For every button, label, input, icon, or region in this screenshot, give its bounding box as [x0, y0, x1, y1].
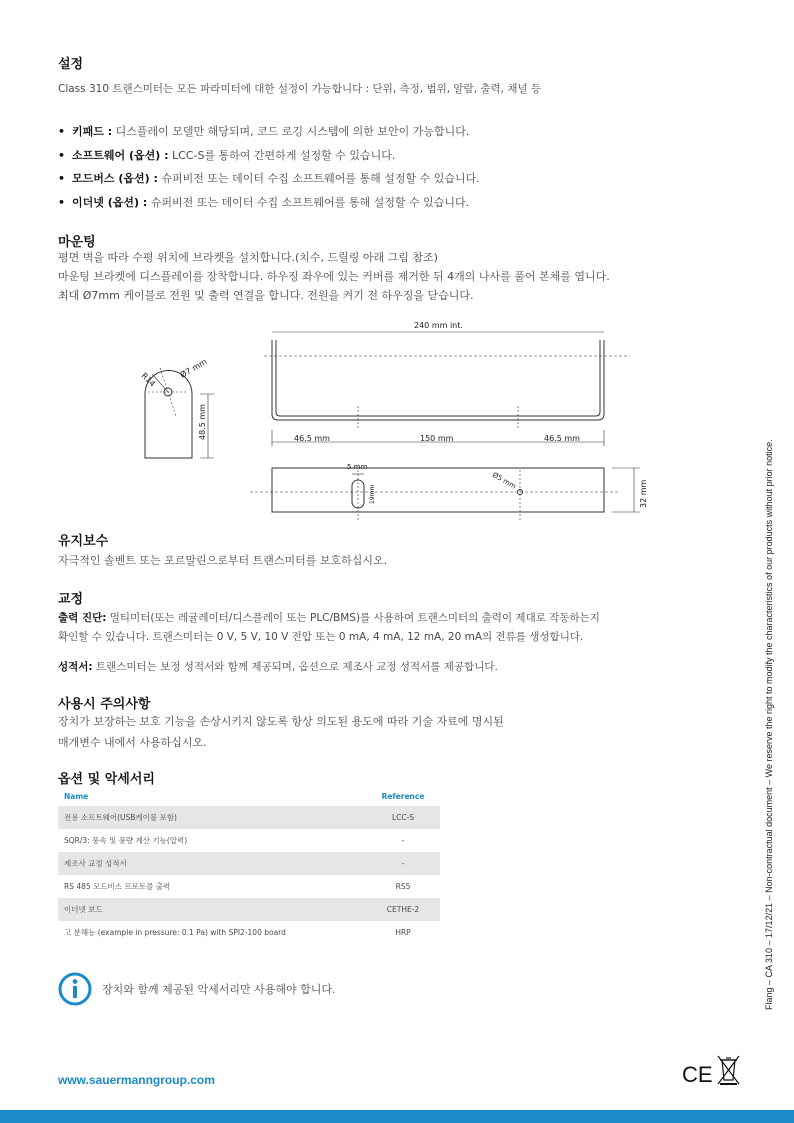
- side-legal-note: Flang – CA 310 – 17/12/21 – Non-contractual document – We reserve the right to modify the characteristics of our products without prior notice.: [764, 439, 774, 1010]
- bracket-plan-view: [272, 468, 604, 512]
- cert-key: 성적서:: [58, 661, 93, 673]
- ce-mark: CE: [682, 1062, 713, 1087]
- diag-key: 출력 진단:: [58, 612, 107, 624]
- diag-text: 멀티미터(또는 레귤레이터/디스플레이 또는 PLC/BMS)를 사용하여 트랜스미터의 출력이 제대로 작동하는지: [106, 612, 600, 624]
- mounting-line: 평면 벽을 따라 수평 위치에 브라켓을 설치합니다.(치수, 드릴링 아래 그림 참조): [58, 251, 438, 264]
- table-row: [58, 921, 440, 944]
- bullet-text: 슈퍼비전 또는 데이터 수집 소프트웨어를 통해 설정할 수 있습니다.: [147, 195, 470, 209]
- options-table: [58, 786, 440, 944]
- row-ref: LCC-S: [366, 806, 440, 829]
- calibration-certificate: [58, 658, 498, 677]
- row-ref: CETHE-2: [366, 898, 440, 921]
- calibration-diagnostic: [58, 609, 600, 628]
- dim-r14: R14: [139, 371, 158, 389]
- table-row: [58, 829, 440, 852]
- bullet-key: 모드버스 (옵션) :: [72, 172, 158, 185]
- precautions-heading: 사용시 주의사항: [58, 697, 151, 712]
- dim-w240: 240 mm int.: [414, 321, 463, 330]
- mounting-text: [58, 248, 610, 305]
- maintenance-text: 자극적인 솔벤트 또는 포르말린으로부터 트랜스미터를 보호하십시오.: [58, 554, 388, 567]
- ce-weee-marks: [680, 1052, 740, 1088]
- row-ref: RS5: [366, 875, 440, 898]
- table-row: [58, 806, 440, 829]
- accessory-note: 장치와 함께 제공된 악세서리만 사용해야 합니다.: [102, 983, 336, 996]
- row-ref: HRP: [366, 921, 440, 944]
- bullet-software: [58, 144, 480, 168]
- bullet-text: 슈퍼비전 또는 데이터 수집 소프트웨어를 통해 설정할 수 있습니다.: [157, 172, 480, 185]
- options-heading: 옵션 및 악세서리: [58, 772, 155, 787]
- table-row: [58, 852, 440, 875]
- maintenance-heading: 유지보수: [58, 534, 109, 549]
- mounting-bracket-drawing: [0, 312, 794, 524]
- bullet-key: 키패드 :: [72, 125, 113, 138]
- dim-h48: 48.5 mm: [198, 404, 207, 440]
- bullet-key: 이더넷 (옵션) :: [72, 195, 148, 209]
- dim-w46b: 46.5 mm: [544, 434, 580, 443]
- dim-d7: Ø7 mm: [178, 357, 209, 380]
- website-link[interactable]: www.sauermanngroup.com: [58, 1073, 215, 1087]
- mounting-line: 마운팅 브라켓에 디스플레이를 장착합니다. 하우징 좌우에 있는 커버를 제거한 뒤 4개의 나사를 풀어 본체를 엽니다.: [58, 270, 610, 283]
- col-name-header: Name: [64, 791, 89, 801]
- dim-d5: Ø5 mm: [491, 470, 518, 491]
- row-ref: -: [366, 852, 440, 875]
- dim-h19: 19mm: [369, 484, 376, 504]
- bullet-text: LCC-S를 통하여 간편하게 설정할 수 있습니다.: [168, 148, 396, 162]
- row-name: SQR/3: 풍속 및 풍량 계산 기능(압력): [58, 829, 366, 852]
- bullet-keypad: [58, 120, 480, 144]
- col-ref-header: Reference: [381, 791, 425, 801]
- row-name: 제조사 교정 성적서: [58, 852, 366, 875]
- row-name: 이더넷 보드: [58, 898, 366, 921]
- dim-w46a: 46.5 mm: [294, 434, 330, 443]
- precautions-line: 장치가 보장하는 보호 기능을 손상시키지 않도록 항상 의도된 용도에 따라 기술 자료에 명시된: [58, 715, 504, 728]
- dim-h32: 32 mm: [639, 479, 648, 508]
- mounting-heading: 마운팅: [58, 235, 96, 250]
- precautions-line: 매개변수 내에서 사용하십시오.: [58, 736, 207, 749]
- row-name: RS 485 모드비스 프로토콜 출력: [58, 875, 366, 898]
- dim-w5: 5 mm: [347, 463, 368, 471]
- weee-bin-icon: [718, 1056, 739, 1084]
- footer-accent-bar: [0, 1110, 794, 1123]
- bullet-key: 소프트웨어 (옵션) :: [72, 148, 169, 162]
- bullet-modbus: [58, 167, 480, 191]
- bullet-text: 디스플레이 모델만 해당되며, 코드 로깅 시스템에 의한 보안이 가능합니다.: [112, 125, 470, 138]
- settings-bullet-list: [58, 120, 480, 214]
- info-icon: [58, 972, 92, 1006]
- settings-intro: Class 310 트랜스미터는 모든 파라미터에 대한 설정이 가능합니다 : 단위, 측정, 범위, 알람, 출력, 채널 등: [58, 83, 542, 95]
- row-ref: -: [366, 829, 440, 852]
- mounting-line: 최대 Ø7mm 케이블로 전원 및 출력 연결을 합니다. 전원을 켜기 전 하우징을 닫습니다.: [58, 289, 474, 302]
- calibration-heading: 교정: [58, 592, 84, 607]
- bracket-front-profile: [272, 340, 604, 420]
- row-name: 고 분해능 (example in pressure: 0.1 Pa) with SPI2-100 board: [58, 921, 366, 944]
- settings-heading: 설정: [58, 57, 84, 72]
- bullet-ethernet: [58, 191, 480, 215]
- cert-text: 트랜스미터는 보정 성적서와 함께 제공되며, 옵션으로 제조사 교정 성적서를 제공합니다.: [92, 661, 498, 673]
- row-name: 전용 소프트웨어(USB케이블 포함): [58, 806, 366, 829]
- calibration-diagnostic-cont: 확인할 수 있습니다. 트랜스미터는 0 V, 5 V, 10 V 전압 또는 0 mA, 4 mA, 12 mA, 20 mA의 전류를 생성합니다.: [58, 631, 584, 643]
- dim-w150: 150 mm: [420, 434, 454, 443]
- table-row: [58, 875, 440, 898]
- table-row: [58, 898, 440, 921]
